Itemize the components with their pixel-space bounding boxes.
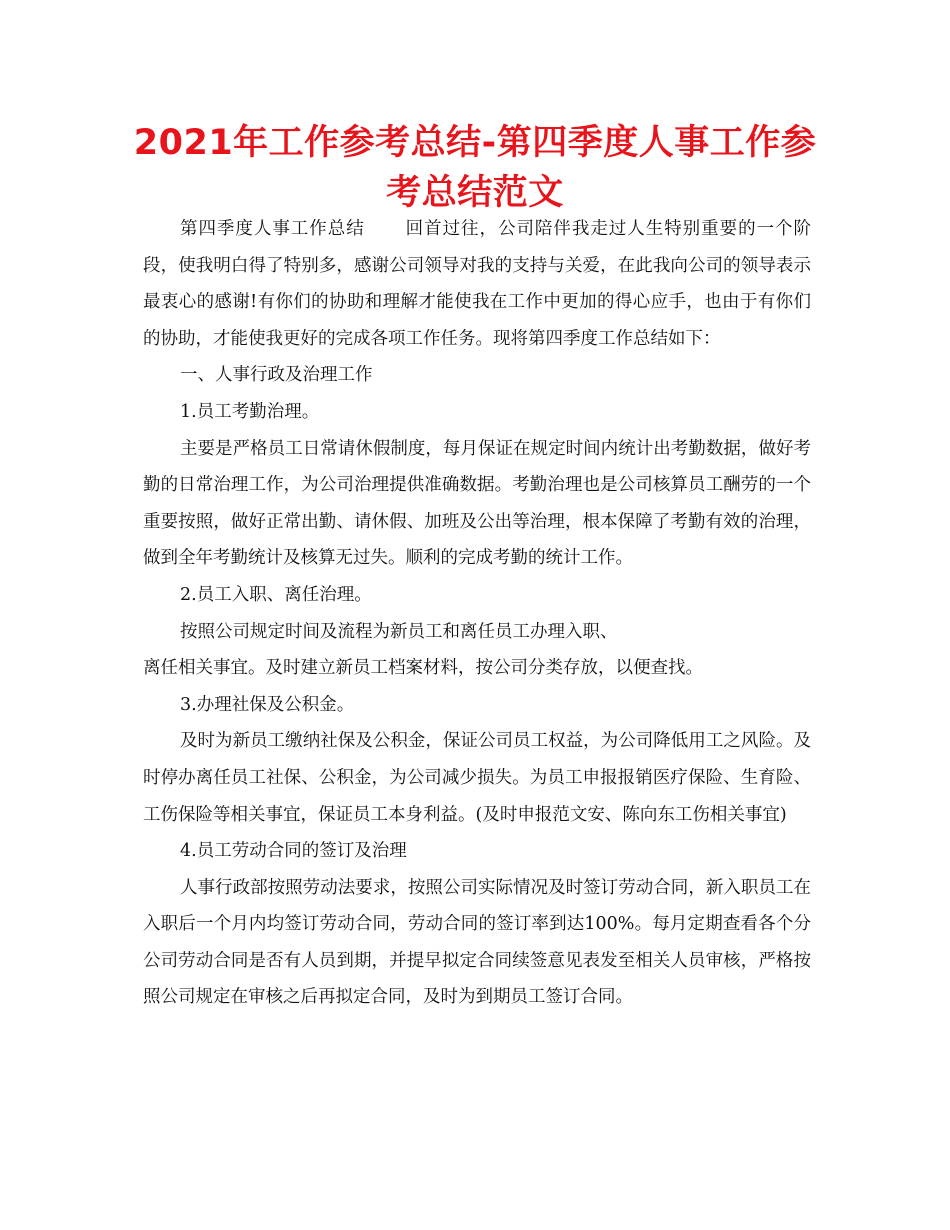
item2-paragraph-b: 离任相关事宜。及时建立新员工档案材料，按公司分类存放，以便查找。 — [143, 658, 703, 679]
document-title: 2021年工作参考总结-第四季度人事工作参考总结范文 — [133, 123, 817, 213]
item1-paragraph: 主要是严格员工日常请休假制度，每月保证在规定时间内统计出考勤数据，做好考勤的日常治理工作，为公司治理提供准确数据。考勤治理也是公司核算员工酬劳的一个重要按照，做好正常出勤、请休假、加班及公出等治理，根本保障了考勤有效的治理，做到全年考勤统计及核算无过失。顺利的完成考勤的统计工作。 — [143, 438, 811, 569]
document-body — [143, 211, 811, 1016]
item4-paragraph: 人事行政部按照劳动法要求，按照公司实际情况及时签订劳动合同，新入职员工在入职后一个月内均签订劳动合同，劳动合同的签订率到达100%。每月定期查看各个分公司劳动合同是否有人员到期，并提早拟定合同续签意见表发至相关人员审核，严格按照公司规定在审核之后再拟定合同，及时为到期员工签订合同。 — [143, 877, 811, 1008]
intro-heading: 第四季度人事工作总结 — [180, 219, 365, 239]
item3-paragraph: 及时为新员工缴纳社保及公积金，保证公司员工权益，为公司降低用工之风险。及时停办离任员工社保、公积金，为公司减少损失。为员工申报报销医疗保险、生育险、工伤保险等相关事宜，保证员工本身利益。(及时申报范文安、陈向东工伤相关事宜) — [143, 731, 811, 825]
item2-heading: 2.员工入职、离任治理。 — [180, 584, 372, 605]
item4-heading: 4.员工劳动合同的签订及治理 — [180, 841, 407, 862]
item3-heading: 3.办理社保及公积金。 — [180, 694, 355, 715]
item2-paragraph-a: 按照公司规定时间及流程为新员工和离任员工办理入职、 — [180, 621, 618, 642]
item1-heading: 1.员工考勤治理。 — [180, 401, 320, 422]
intro-text: 回首过往，公司陪伴我走过人生特别重要的一个阶段，使我明白得了特别多，感谢公司领导对我的支持与关爱，在此我向公司的领导表示最衷心的感谢!有你们的协助和理解才能使我在工作中更加的得心应手，也由于有你们的协助，才能使我更好的完成各项工作任务。现将第四季度工作总结如下： — [143, 219, 811, 349]
intro-paragraph — [143, 211, 811, 357]
section1-heading: 一、人事行政及治理工作 — [180, 365, 373, 386]
